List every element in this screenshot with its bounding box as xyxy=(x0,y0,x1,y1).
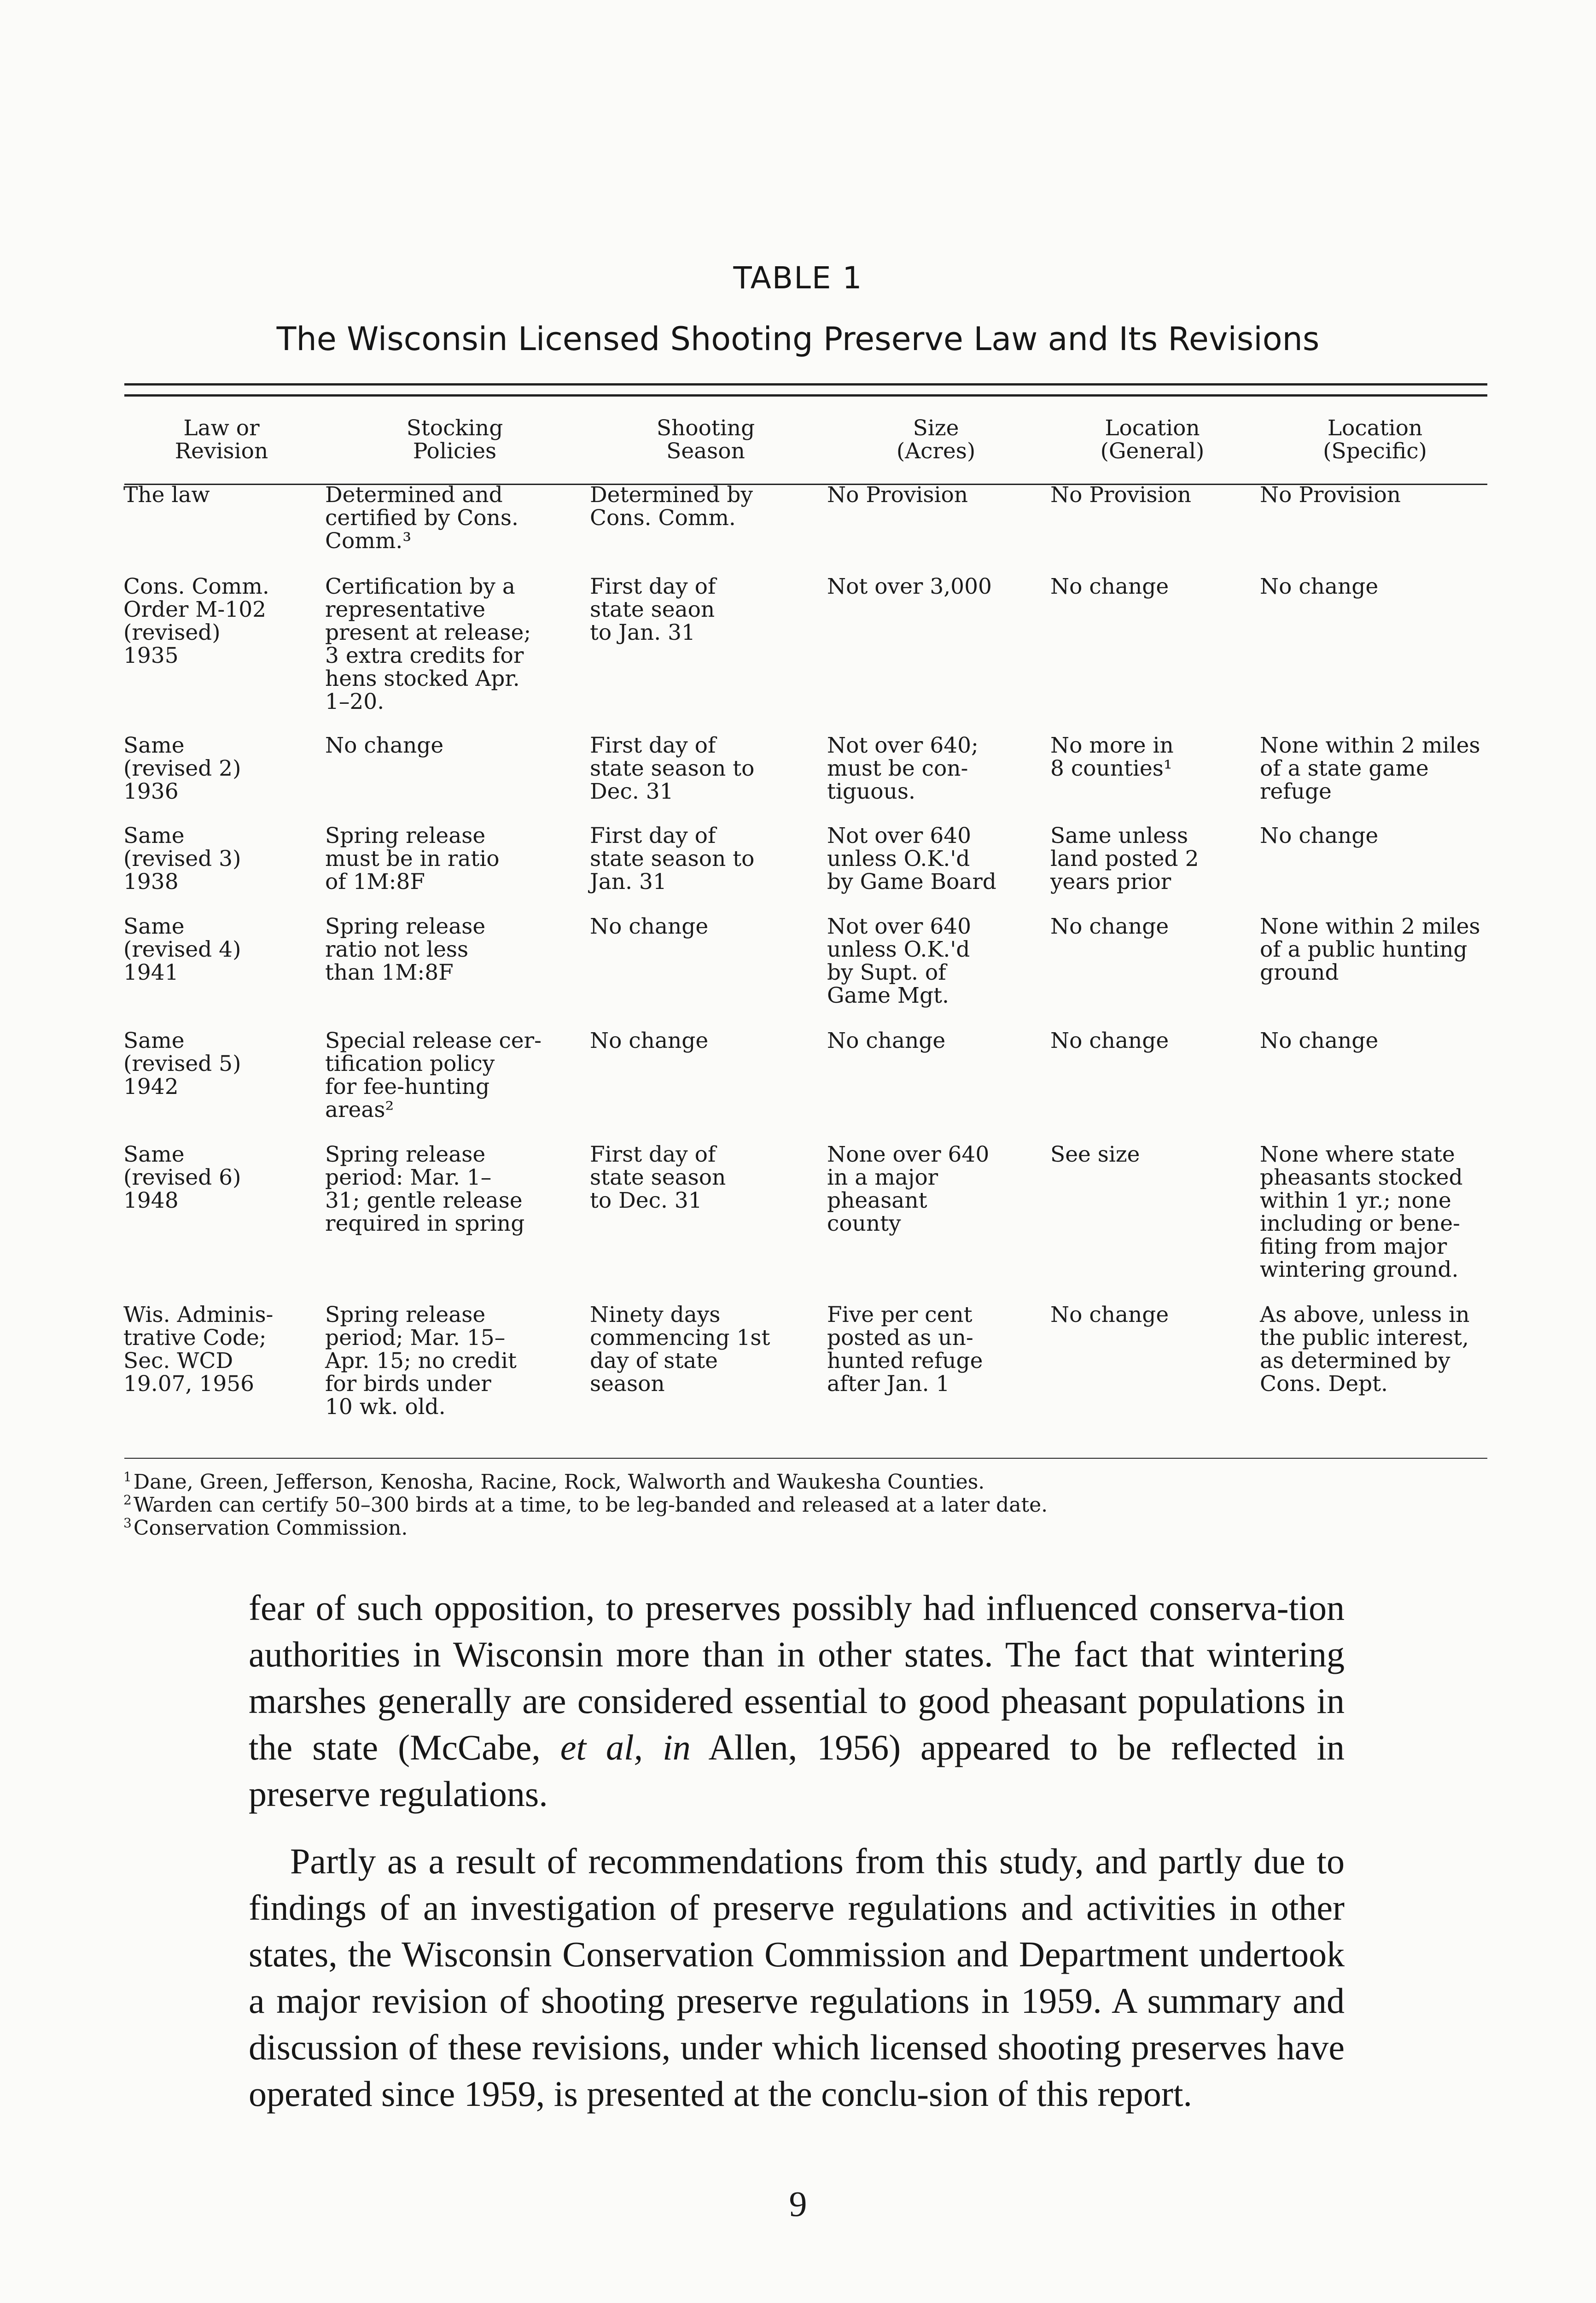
table-cell: No change xyxy=(590,915,709,939)
table-cell: See size xyxy=(1050,1143,1140,1167)
table-number: TABLE 1 xyxy=(733,260,863,296)
table-header-row xyxy=(121,417,1493,484)
table-cell: No change xyxy=(1260,1029,1379,1053)
table-row xyxy=(121,575,1493,734)
paragraph-text: Allen, 1956) appeared to be reflected in preserve regulations. xyxy=(249,1727,1345,1814)
table-cell: Same (revised 2) 1936 xyxy=(123,734,241,804)
column-header: Size (Acres) xyxy=(896,415,976,464)
table-cell: No change xyxy=(1260,824,1379,848)
table-cell: No change xyxy=(1050,575,1169,599)
table-cell: Determined by Cons. Comm. xyxy=(590,484,753,531)
table-cell: No change xyxy=(590,1029,709,1053)
table-cell: No more in 8 counties¹ xyxy=(1050,734,1174,781)
table-cell: None within 2 miles of a public hunting ground xyxy=(1260,915,1480,985)
table-cell: Not over 640 unless O.K.'d by Game Board xyxy=(827,824,996,894)
page-number: 9 xyxy=(789,2184,807,2224)
body-paragraph xyxy=(249,1584,1345,1817)
table-cell: First day of state seaon to Jan. 31 xyxy=(590,575,716,645)
table-cell: No change xyxy=(325,734,444,758)
table-cell: Same (revised 3) 1938 xyxy=(123,824,241,894)
table-cell: Spring release period: Mar. 1– 31; gentle release required in spring xyxy=(325,1143,525,1236)
table-cell: Special release cer- tification policy for fee-hunting areas² xyxy=(325,1029,542,1122)
column-header: Shooting Season xyxy=(656,415,755,464)
table-top-rule xyxy=(124,383,1487,386)
table-cell: Wis. Adminis- trative Code; Sec. WCD 19.07, 1956 xyxy=(123,1303,274,1397)
table-cell: Not over 3,000 xyxy=(827,575,992,599)
body-paragraph: Partly as a result of recommendations from this study, and partly due to findings of an investigation of preserve regulations and activities in other states, the Wisconsin Conservation Commission and Department undertook a major revision of shooting preserve regulations in 1959. A summary and discussion of these revisions, under which licensed shooting preserves have operated since 1959, is presented at the conclu-sion of this report. xyxy=(249,1841,1345,2114)
column-header: Stocking Policies xyxy=(406,415,503,464)
table-row xyxy=(121,915,1493,1029)
footnote-mark: 3 xyxy=(123,1515,132,1531)
footnote-text: Conservation Commission. xyxy=(133,1516,408,1540)
table-cell: Ninety days commencing 1st day of state season xyxy=(590,1303,770,1397)
column-header: Law or Revision xyxy=(175,415,268,464)
table-cell: As above, unless in the public interest, as determined by Cons. Dept. xyxy=(1260,1303,1470,1397)
table-cell: None where state pheasants stocked within 1 yr.; none including or bene- fiting from major wintering ground. xyxy=(1260,1143,1463,1282)
table-cell: Five per cent posted as un- hunted refuge after Jan. 1 xyxy=(827,1303,983,1397)
revisions-table xyxy=(121,417,1493,1419)
footnote xyxy=(123,1512,408,1540)
column-header: Location (General) xyxy=(1100,415,1205,464)
table-row xyxy=(121,1303,1493,1419)
footnote-mark: 1 xyxy=(123,1469,132,1485)
table-cell: None within 2 miles of a state game refuge xyxy=(1260,734,1480,804)
table-cell: Same (revised 6) 1948 xyxy=(123,1143,241,1213)
table-cell: First day of state season to Jan. 31 xyxy=(590,824,755,894)
table-cell: No change xyxy=(827,1029,946,1053)
table-cell: The law xyxy=(123,484,210,508)
table-cell: No change xyxy=(1050,1029,1169,1053)
footnote-mark: 2 xyxy=(123,1492,132,1508)
table-cell: Same unless land posted 2 years prior xyxy=(1050,824,1199,894)
table-row xyxy=(121,1029,1493,1143)
footnote-text: Dane, Green, Jefferson, Kenosha, Racine, Rock, Walworth and Waukesha Counties. xyxy=(133,1470,985,1494)
paragraph-text: fear of such opposition, to preserves possibly had influenced conserva-tion authorities in Wisconsin more than in other states. The fact that wintering marshes generally are considered essential to good pheasant populations in the state (McCabe, xyxy=(249,1588,1345,1767)
table-cell: Spring release must be in ratio of 1M:8F xyxy=(325,824,500,894)
table-cell: No change xyxy=(1260,575,1379,599)
table-cell: Same (revised 4) 1941 xyxy=(123,915,241,985)
table-cell: Spring release ratio not less than 1M:8F xyxy=(325,915,486,985)
table-cell: No Provision xyxy=(827,484,968,508)
table-cell: First day of state season to Dec. 31 xyxy=(590,734,755,804)
table-cell: Determined and certified by Cons. Comm.³ xyxy=(325,484,518,554)
citation-italic: et al, in xyxy=(560,1727,691,1767)
table-cell: No change xyxy=(1050,1303,1169,1327)
table-cell: No Provision xyxy=(1050,484,1192,508)
table-cell: Not over 640; must be con- tiguous. xyxy=(827,734,979,804)
table-title: The Wisconsin Licensed Shooting Preserve Law and Its Revisions xyxy=(276,320,1320,358)
table-bottom-rule xyxy=(124,1458,1487,1459)
table-top-rule-2 xyxy=(124,394,1487,397)
column-header: Location (Specific) xyxy=(1323,415,1427,464)
table-row xyxy=(121,734,1493,824)
footnote-text: Warden can certify 50–300 birds at a time, to be leg-banded and released at a later date. xyxy=(133,1493,1048,1517)
table-cell: Same (revised 5) 1942 xyxy=(123,1029,241,1099)
table-cell: Certification by a representative present at release; 3 extra credits for hens stocked Apr. 1–20. xyxy=(325,575,531,714)
table-row xyxy=(121,1143,1493,1303)
table-row xyxy=(121,484,1493,575)
table-cell: Spring release period; Mar. 15– Apr. 15; no credit for birds under 10 wk. old. xyxy=(325,1303,517,1419)
table-cell: Not over 640 unless O.K.'d by Supt. of Game Mgt. xyxy=(827,915,972,1008)
table-cell: First day of state season to Dec. 31 xyxy=(590,1143,726,1213)
table-row xyxy=(121,824,1493,915)
table-cell: No Provision xyxy=(1260,484,1401,508)
table-cell: None over 640 in a major pheasant county xyxy=(827,1143,990,1236)
table-cell: Cons. Comm. Order M-102 (revised) 1935 xyxy=(123,575,269,668)
table-cell: No change xyxy=(1050,915,1169,939)
